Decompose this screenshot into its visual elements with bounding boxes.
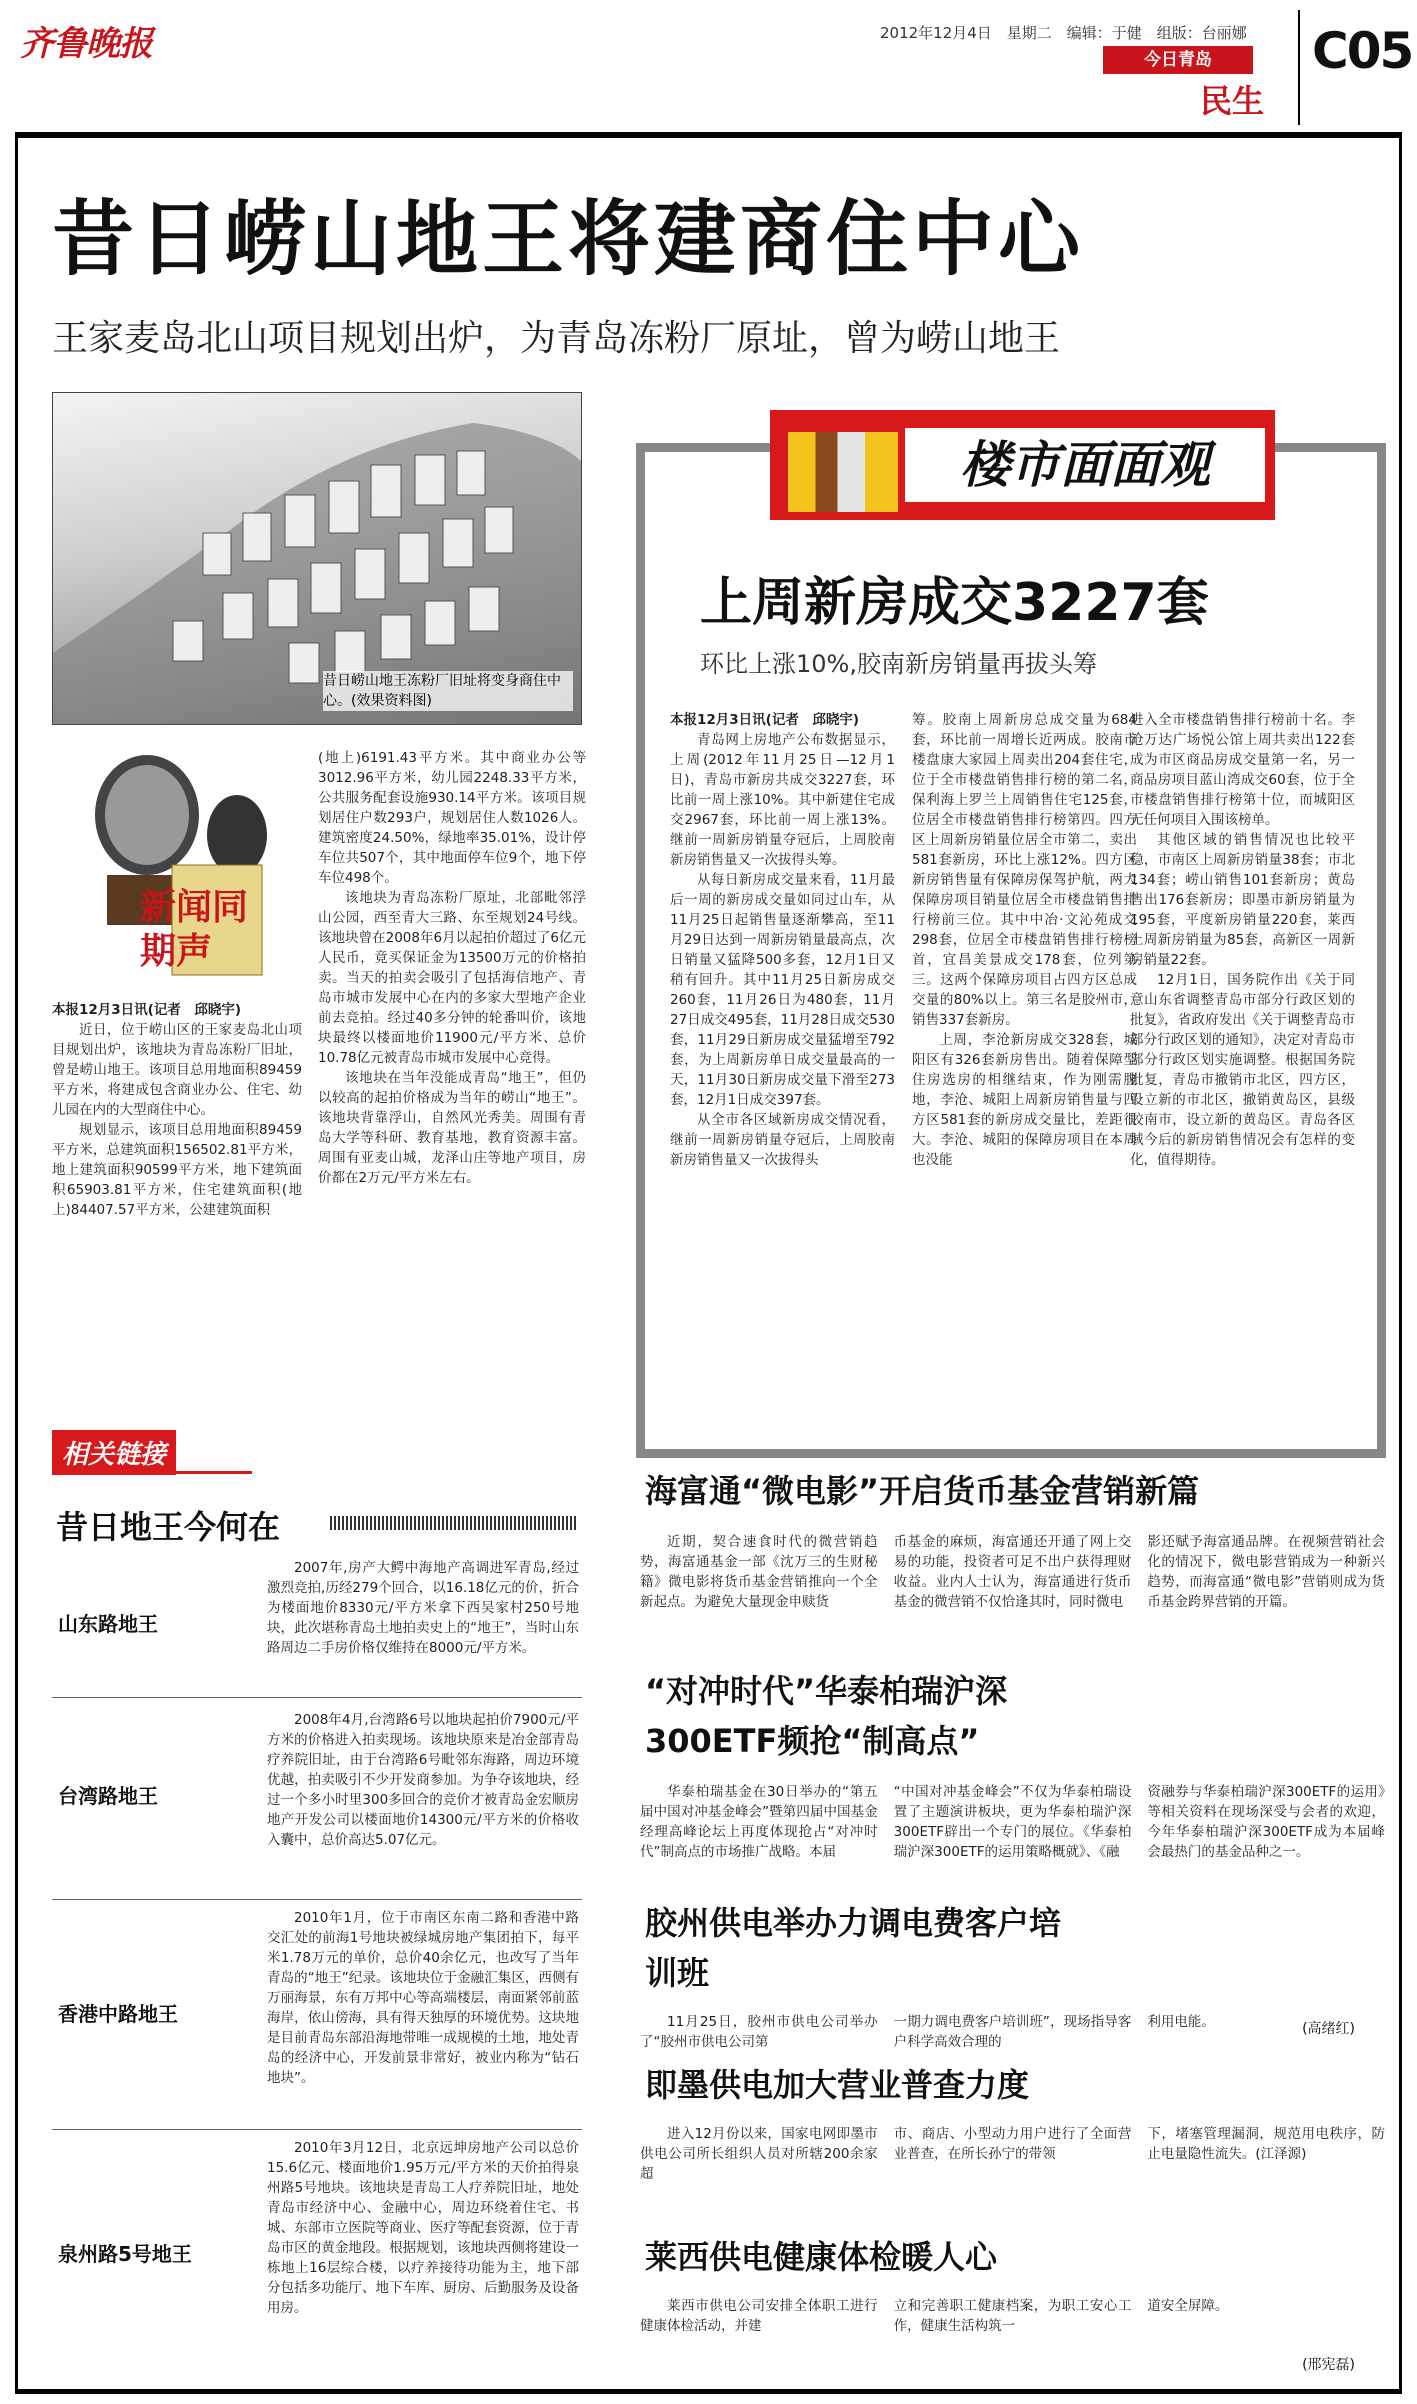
- sidebar-item: [52, 1710, 582, 1900]
- market-col-1: [670, 710, 895, 1170]
- sidebar-item-text: 2010年3月12日，北京远坤房地产公司以总价15.6亿元、楼面地价1.95万元/平方米的天价拍得泉州路5号地块。该地块是青岛工人疗养院旧址，地处青岛市经济中心、金融中心，周边环绕着住宅、书城、东部市立医院等商业、医疗等配套资源，位于青岛市区的黄金地段。根据规划，该地块西侧将建设一栋地上16层综合楼，以疗养接待功能为主，地下部分包括多功能厅、地下车库、厨房、后勤服务及设备用房。: [267, 2140, 579, 2316]
- sidebar-item: [52, 2138, 582, 2378]
- sidebar-item-text: 2007年,房产大鳄中海地产高调进军青岛,经过激烈竞拍,历经279个回合，以16.18亿元的价，折合为楼面地价8330元/平方米拿下西吴家村250号地块，此次堪称青岛土地拍卖史上的“地王”，当时山东路周边二手房价格仅维持在8000元/平方米。: [267, 1560, 579, 1656]
- sidebar-title-rule: [330, 1516, 578, 1530]
- sidebar-item: [52, 1908, 582, 2130]
- lead-paragraph: 该地块在当年没能成青岛“地王”，但仍以较高的起拍价格成为当年的崂山“地王”。该地块背靠浮山，自然风光秀美。周围有青岛大学等科研、教育基地，教育资源丰富。周围有亚麦山城，龙泽山庄等地产项目，房价都在2万元/平方米左右。: [318, 1070, 586, 1186]
- logo-text: 楼市面面观: [905, 428, 1265, 502]
- brief: [640, 1898, 1385, 2058]
- sidebar-item-text: 2010年1月，位于市南区东南二路和香港中路交汇处的前海1号地块被绿城房地产集团拍下，每平米1.78万元的单价，总价40余亿元，也改写了当年青岛的“地王”纪录。该地块位于金融汇集区，西侧有万丽海景，东有万邦中心等高端楼层，南面紧邻前蓝海岸，依山傍海，具有得天独厚的环境优势。这块地是目前青岛东部沿海地带唯一成规模的土地，地处青岛的经济中心，开发前景非常好，被业内称为“钻石地块”。: [267, 1910, 579, 2086]
- brief-text: 道安全屏障。: [1147, 2298, 1229, 2314]
- market-paragraph: 从全市各区域新房成交情况看，继前一周新房销量夺冠后，上周胶南新房销售量又一次拔得头: [670, 1112, 895, 1168]
- market-logo: [770, 410, 1275, 520]
- bottom-rule: [15, 2389, 1402, 2394]
- brief-text: 进入12月份以来，国家电网即墨市供电公司所长组织人员对所辖200余家超: [640, 2126, 878, 2182]
- lead-col-2: [318, 748, 586, 1188]
- lead-byline: 本报12月3日讯(记者 邱晓宇): [52, 1002, 242, 1018]
- brief-title: 胶州供电举办力调电费客户培训班: [645, 1904, 1062, 1992]
- brief: [640, 1666, 1385, 1896]
- brief-text: “中国对冲基金峰会”不仅为华泰柏瑞设置了主题演讲板块，更为华泰柏瑞沪深300ETF辟出一个专门的展位。《华泰柏瑞沪深300ETF的运用策略概就》、《融: [893, 1784, 1132, 1860]
- market-col-3: [1130, 710, 1355, 1170]
- brief: [640, 1466, 1385, 1666]
- market-paragraph: 12月1日，国务院作出《关于同意山东省调整青岛市部分行政区划的批复》，省政府发出《关于调整青岛市部分行政区划的通知》，决定对青岛市部分行政区划实施调整。根据国务院批复，青岛市撤销市北区，四方区，设立新的市北区，撤销黄岛区，县级胶南市，设立新的黄岛区。青岛各区域今后的新房销售情况会有怎样的变化，值得期待。: [1130, 972, 1355, 1168]
- lead-headline: 昔日崂山地王将建商住中心: [52, 192, 1085, 287]
- page-number: C05: [1312, 22, 1413, 80]
- sidebar-tag: [52, 1430, 252, 1474]
- masthead-divider: [1298, 10, 1300, 125]
- brief-text: 利用电能。: [1147, 2014, 1215, 2030]
- section-tag: 今日青岛: [1103, 46, 1253, 74]
- top-rule: [15, 132, 1402, 138]
- lead-photo: [52, 392, 582, 725]
- right-frame: [1399, 132, 1402, 2394]
- brief-title: 莱西供电健康体检暖人心: [645, 2238, 998, 2276]
- brief-text: 近期，契合速食时代的微营销趋势，海富通基金一部《沈万三的生财秘籍》微电影将货币基金营销推向一个全新起点。为避免大量现金申赎货: [640, 1534, 878, 1610]
- market-paragraph: 上周，李沧新房成交328套，城阳区有326套新房售出。随着保障型住房选房的相继结束，作为刚需腹地，李沧、城阳上周新房销售量与四方区581套的新房成交量比，差距很大。李沧、城阳的保障房项目在本周也没能: [912, 1032, 1137, 1168]
- brief-text: 币基金的麻烦，海富通还开通了网上交易的功能，投资者可足不出户获得理财收益。业内人士认为，海富通进行货币基金的微营销不仅恰逢其时，同时微电: [893, 1534, 1132, 1610]
- brief-text: 影还赋予海富通品牌。在视频营销社会化的情况下，微电影营销成为一种新兴趋势，而海富通“微电影”营销则成为货币基金跨界营销的开篇。: [1147, 1534, 1386, 1610]
- lead-col-1: [52, 1000, 302, 1220]
- sidebar-item-label: 台湾路地王: [58, 1784, 158, 1808]
- lead-paragraph: 近日，位于崂山区的王家麦岛北山项目规划出炉，该地块为青岛冻粉厂旧址，曾是崂山地王。该项目总用地面积89459平方米，将建成包含商业办公、住宅、幼儿园在内的大型商住中心。: [52, 1022, 302, 1118]
- market-paragraph: 其他区域的销售情况也比较平稳，市南区上周新房销量38套；市北134套；崂山销售101套新房；黄岛售出176套新房；即墨市新房销量为195套，平度新房销量220套，莱西上周新房销量为85套，高新区一周新房销量22套。: [1130, 832, 1355, 968]
- lead-paragraph: (地上)6191.43平方米。其中商业办公等3012.96平方米，幼儿园2248.33平方米，公共服务配套设施930.14平方米。该项目规划居住户数293户，规划居住人数1026人。建筑密度24.50%，绿地率35.01%，设计停车位共507个，其中地面停车位9个，地下停车位498个。: [318, 750, 586, 886]
- sidebar-item-label: 香港中路地王: [58, 2002, 178, 2026]
- brief: [640, 2232, 1385, 2382]
- brief-title: 海富通“微电影”开启货币基金营销新篇: [645, 1472, 1200, 1510]
- logo-buildings: [788, 432, 898, 512]
- brief-text: 下，堵塞管理漏洞，规范用电秩序，防止电量隐性流失。(江泽源): [1147, 2126, 1386, 2162]
- brief-text: 立和完善职工健康档案，为职工安心工作，健康生活构筑一: [893, 2298, 1132, 2334]
- sidebar-item-label: 泉州路5号地王: [58, 2242, 192, 2266]
- brief-title: “对冲时代”华泰柏瑞沪深300ETF频抢“制高点”: [645, 1672, 1008, 1760]
- market-headline: 上周新房成交3227套: [700, 573, 1209, 633]
- brief-text: 莱西市供电公司安排全体职工进行健康体检活动，并建: [640, 2298, 878, 2334]
- lead-paragraph: 该地块为青岛冻粉厂原址，北部毗邻浮山公园，西至青大三路、东至规划24号线。该地块曾在2008年6月以起拍价超过了6亿元人民币，竟买保证金为13500万元的价格拍卖。当天的拍卖会吸引了包括海信地产、青岛市城市发展中心在内的多家大型地产企业前去竞拍。经过40多分钟的轮番叫价，该地块最终以楼面地价11900元/平方米、总价10.78亿元被青岛市城市发展中心竞得。: [318, 890, 586, 1066]
- date-line: 2012年12月4日 星期二 编辑：于健 组版：台丽娜: [880, 24, 1247, 42]
- lead-subhead: 王家麦岛北山项目规划出炉，为青岛冻粉厂原址，曾为崂山地王: [52, 318, 1061, 359]
- market-subhead: 环比上涨10%,胶南新房销量再拔头筹: [700, 650, 1097, 678]
- market-paragraph: 进入全市楼盘销售排行榜前十名。李沧万达广场悦公馆上周共卖出122套成为市区商品房成交量第一名，另一商品房项目蓝山湾成交60套，位于全市楼盘销售排行榜第十位，而城阳区无任何项目入围该榜单。: [1130, 712, 1355, 828]
- brief-text: 一期力调电费客户培训班”，现场指导客户科学高效合理的: [893, 2014, 1132, 2050]
- market-paragraph: 从每日新房成交量来看，11月最后一周的新房成交量如同过山车，从11月25日起销售量逐渐攀高，至11月29日达到一周新房销量最高点，次日销量又猛降500多套，12月1日又稍有回升。其中11月25日新房成交260套，11月26日为480套，11月27日成交495套，11月28日成交530套，11月29日新房成交量猛增至792套，为上周新房单日成交量最高的一天，11月30日新房成交量下滑至273套，12月1日成交397套。: [670, 872, 895, 1108]
- left-frame: [15, 132, 18, 2394]
- market-paragraph: 筹。胶南上周新房总成交量为684套，环比前一周增长近两成。胶南市楼盘康大家园上周卖出204套住宅，位于全市楼盘销售排行榜的第二名，保利海上罗兰上周销售住宅125套，位居全市楼盘销售排行榜第四。四方区上周新房销量位居全市第二，卖出581套新房，环比上涨12%。四方区新房销售量有保障房保驾护航，两大保障房项目销量位居全市楼盘销售排行榜前三位。其中中冶·文沁苑成交298套，位居全市楼盘销售排行榜榜首，宜昌美景成交178套，位列第三。这两个保障房项目占四方区总成交量的80%以上。第三名是胶州市，销售337套新房。: [912, 712, 1137, 1028]
- sidebar-item-label: 山东路地王: [58, 1612, 158, 1636]
- brief-text: 11月25日，胶州市供电公司举办了“胶州市供电公司第: [640, 2014, 878, 2050]
- brief-text: 华泰柏瑞基金在30日举办的“第五届中国对冲基金峰会”暨第四届中国基金经理高峰论坛上再度体现抢占“对冲时代”制高点的市场推广战略。本届: [640, 1784, 878, 1860]
- sidebar-item-text: 2008年4月,台湾路6号以地块起拍价7900元/平方米的价格进入拍卖现场。该地块原来是冶金部青岛疗养院旧址，由于台湾路6号毗邻东海路，周边环境优越，拍卖吸引不少开发商参加。为争夺该地块，经过一个多小时里300多回合的竞价才被青岛金宏顺房地产开发公司以楼面地价14300元/平方米的价格收入囊中，总价高达5.07亿元。: [267, 1712, 579, 1848]
- sidebar-tag-text: 相关链接: [52, 1430, 176, 1475]
- market-byline: 本报12月3日讯(记者 邱晓宇): [670, 712, 860, 728]
- badge-text: 新闻同期声: [140, 886, 249, 972]
- market-paragraph: 青岛网上房地产公布数据显示，上周(2012年11月25日—12月1日)，青岛市新房共成交3227套，环比前一周上涨10%。其中新建住宅成交2967套，环比前一周上涨13%。继前一周新房销量夺冠后，上周胶南新房销售量又一次拔得头筹。: [670, 732, 895, 868]
- sidebar-item: [52, 1558, 582, 1698]
- lead-paragraph: 规划显示，该项目总用地面积89459平方米，总建筑面积156502.81平方米，地上建筑面积90599平方米，地下建筑面积65903.81平方米，住宅建筑面积(地上)84407.57平方米，公建建筑面积: [52, 1122, 302, 1218]
- brief-text: 市、商店、小型动力用户进行了全面营业普查，在所长孙宁的带领: [893, 2126, 1132, 2162]
- paper-logo: 齐鲁晚报: [20, 24, 152, 64]
- photo-caption: 昔日崂山地王冻粉厂旧址将变身商住中心。(效果资料图): [323, 671, 573, 711]
- brief-author: (高绪红): [1302, 2021, 1355, 2037]
- news-badge: [52, 735, 282, 995]
- brief-author: (邢宪磊): [1302, 2357, 1355, 2373]
- brief-title: 即墨供电加大营业普查力度: [645, 2066, 1030, 2104]
- section-name: 民生: [1200, 82, 1265, 120]
- market-col-2: [912, 710, 1137, 1170]
- brief: [640, 2060, 1385, 2230]
- sidebar-title: 昔日地王今何在: [56, 1508, 281, 1546]
- brief-text: 资融券与华泰柏瑞沪深300ETF的运用》等相关资料在现场深受与会者的欢迎，今年华泰柏瑞沪深300ETF成为本届峰会最热门的基金品种之一。: [1147, 1784, 1386, 1860]
